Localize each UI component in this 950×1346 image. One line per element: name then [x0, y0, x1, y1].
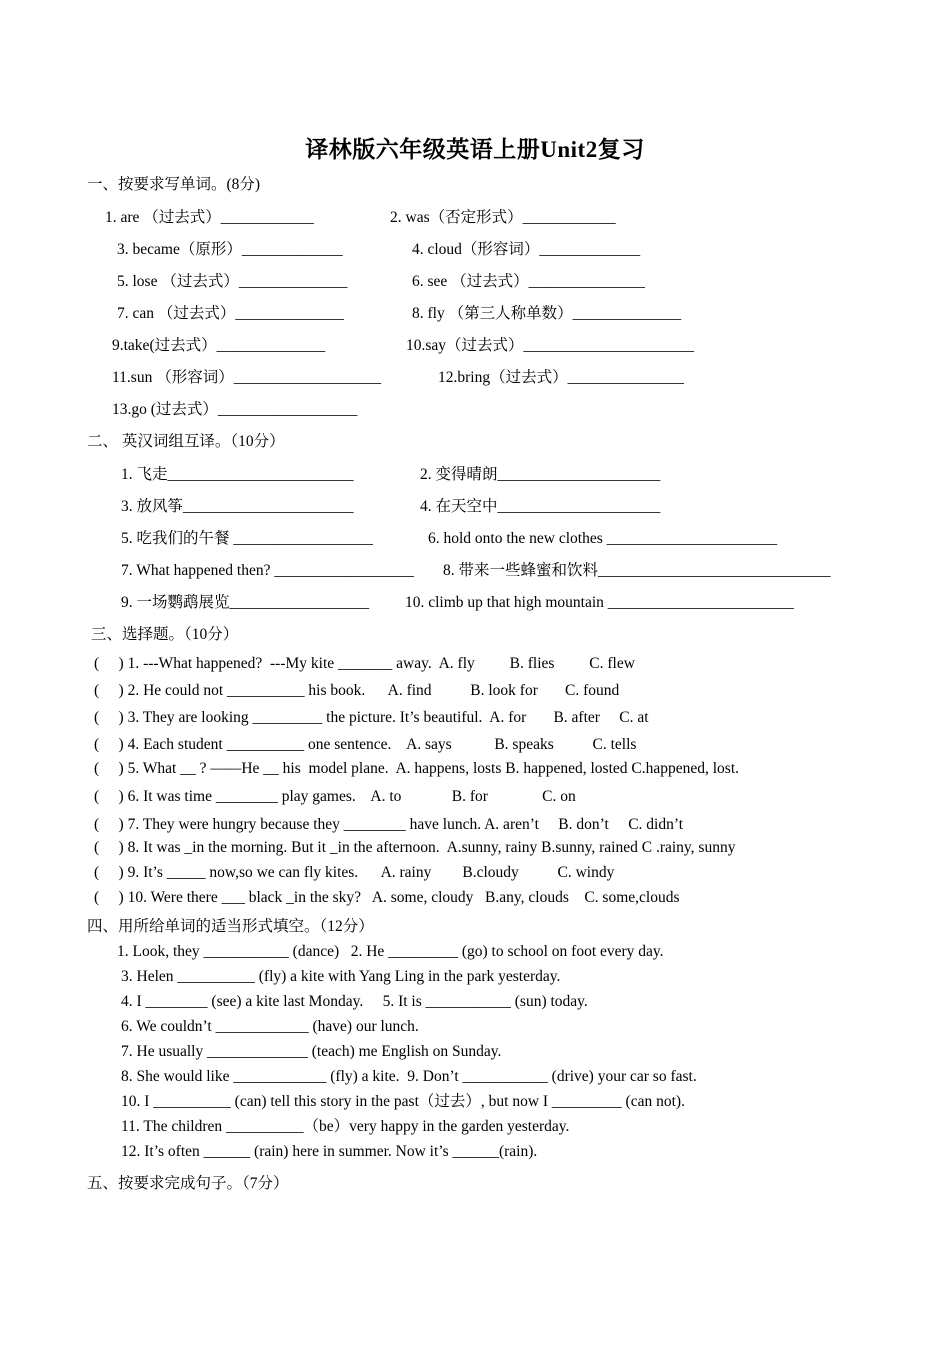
s4-item-9: 12. It’s often ______ (rain) here in summer. Now it’s ______(rain). [121, 1143, 538, 1160]
s1-item-9: 9.take(过去式）______________ [112, 337, 326, 354]
s2-item-10: 10. climb up that high mountain ________________________ [405, 594, 794, 611]
s1-item-2: 2. was（否定形式）____________ [390, 209, 616, 226]
s2-item-4: 4. 在天空中_____________________ [420, 498, 661, 515]
s3-question-5: ( ) 5. What __ ? ——He __ his model plane. A. happens, losts B. happened, losted C.happened, lost. [94, 760, 740, 777]
s3-question-2: ( ) 2. He could not __________ his book. A. find B. look for C. found [94, 682, 620, 699]
section-2-heading: 二、 英汉词组互译。（10分） [87, 433, 285, 450]
s3-question-8: ( ) 8. It was _in the morning. But it _in the afternoon. A.sunny, rainy B.sunny, rained C .rainy, sunny [94, 839, 736, 856]
s1-item-3: 3. became（原形）_____________ [117, 241, 343, 258]
s1-item-10: 10.say（过去式）______________________ [406, 337, 695, 354]
s2-item-6: 6. hold onto the new clothes ______________________ [428, 530, 778, 547]
s2-item-5: 5. 吃我们的午餐 __________________ [121, 530, 373, 547]
s1-item-7: 7. can （过去式）______________ [117, 305, 344, 322]
section-5-heading: 五、按要求完成句子。（7分） [87, 1175, 289, 1192]
s1-item-13: 13.go (过去式）__________________ [112, 401, 358, 418]
s4-item-2: 3. Helen __________ (fly) a kite with Yang Ling in the park yesterday. [121, 968, 561, 985]
s4-item-5: 7. He usually _____________ (teach) me English on Sunday. [121, 1043, 502, 1060]
s3-question-10: ( ) 10. Were there ___ black _in the sky? A. some, cloudy B.any, clouds C. some,clouds [94, 889, 680, 906]
s1-item-6: 6. see （过去式）_______________ [412, 273, 645, 290]
s3-question-1: ( ) 1. ---What happened? ---My kite _______ away. A. fly B. flies C. flew [94, 655, 635, 672]
s1-item-8: 8. fly （第三人称单数）______________ [412, 305, 682, 322]
s1-item-11: 11.sun （形容词）___________________ [112, 369, 381, 386]
section-3-heading: 三、选择题。（10分） [91, 626, 239, 643]
s4-item-1: 1. Look, they ___________ (dance) 2. He _________ (go) to school on foot every day. [117, 943, 664, 960]
s2-item-8: 8. 带来一些蜂蜜和饮料______________________________ [443, 562, 831, 579]
s4-item-4: 6. We couldn’t ____________ (have) our lunch. [121, 1018, 419, 1035]
s2-item-9: 9. 一场鹦鹉展览__________________ [121, 594, 370, 611]
s3-question-4: ( ) 4. Each student __________ one sentence. A. says B. speaks C. tells [94, 736, 637, 753]
s1-item-1: 1. are （过去式）____________ [105, 209, 314, 226]
s2-item-2: 2. 变得晴朗_____________________ [420, 466, 661, 483]
s3-question-6: ( ) 6. It was time ________ play games. A. to B. for C. on [94, 788, 576, 805]
s4-item-3: 4. I ________ (see) a kite last Monday. 5. It is ___________ (sun) today. [121, 993, 588, 1010]
s4-item-7: 10. I __________ (can) tell this story in the past（过去）, but now I _________ (can not). [121, 1093, 685, 1110]
section-1-heading: 一、按要求写单词。(8分) [87, 176, 261, 193]
s2-item-1: 1. 飞走________________________ [121, 466, 354, 483]
section-4-heading: 四、用所给单词的适当形式填空。（12分） [87, 918, 374, 935]
s3-question-9: ( ) 9. It’s _____ now,so we can fly kites. A. rainy B.cloudy C. windy [94, 864, 615, 881]
page-title: 译林版六年级英语上册Unit2复习 [305, 137, 645, 162]
s2-item-3: 3. 放风筝______________________ [121, 498, 354, 515]
s1-item-5: 5. lose （过去式）______________ [117, 273, 348, 290]
s3-question-7: ( ) 7. They were hungry because they ________ have lunch. A. aren’t B. don’t C. didn’t [94, 816, 684, 833]
s4-item-8: 11. The children __________（be）very happy in the garden yesterday. [121, 1118, 570, 1135]
s2-item-7: 7. What happened then? __________________ [121, 562, 414, 579]
s1-item-4: 4. cloud（形容词）_____________ [412, 241, 641, 258]
s1-item-12: 12.bring（过去式）_______________ [438, 369, 684, 386]
s3-question-3: ( ) 3. They are looking _________ the picture. It’s beautiful. A. for B. after C. at [94, 709, 649, 726]
s4-item-6: 8. She would like ____________ (fly) a kite. 9. Don’t ___________ (drive) your car so fast. [121, 1068, 697, 1085]
